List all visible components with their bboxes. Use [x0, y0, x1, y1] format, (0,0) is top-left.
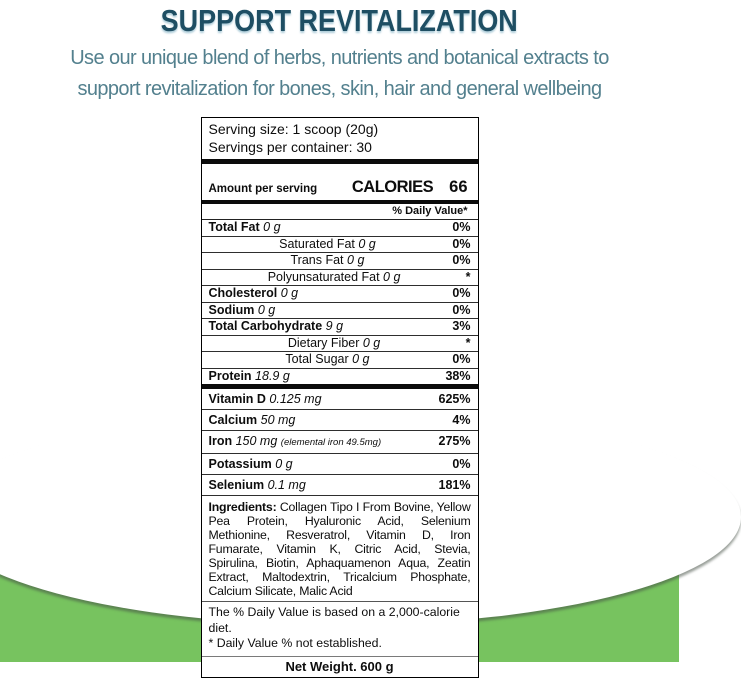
nutrient-name: Trans Fat	[290, 253, 344, 267]
serving-size-line: Serving size: 1 scoop (20g)	[208, 121, 379, 137]
daily-value-percent: 275%	[438, 434, 471, 448]
nutrient-amount: 0 g	[362, 335, 381, 350]
nutrient-amount: 0 g	[280, 286, 299, 300]
nutrient-name: Total Sugar	[285, 352, 349, 366]
calories-row	[202, 164, 478, 200]
footnote-section	[202, 601, 478, 656]
nutrient-name: Protein	[208, 368, 252, 383]
nutrient-amount: 9 g	[325, 319, 344, 333]
daily-value-percent: *	[465, 335, 471, 350]
nutrient-name: Total Fat	[208, 220, 260, 234]
nutrient-amount: 0 g	[263, 220, 281, 234]
nutrient-row	[202, 389, 478, 410]
nutrient-row	[202, 352, 478, 369]
nutrient-amount: 0 g	[383, 269, 401, 284]
nutrient-row	[202, 475, 478, 496]
serving-info	[202, 118, 478, 159]
nutrient-row	[202, 237, 478, 254]
nutrient-amount: 0.1 mg	[267, 478, 306, 492]
nutrient-amount: 150 mg	[235, 434, 278, 448]
ingredients-label: Ingredients:	[208, 500, 277, 514]
footnote-line: * Daily Value % not established.	[208, 636, 382, 650]
product-info-image	[0, 2, 679, 674]
footnote-line: The % Daily Value is based on a 2,000-calorie diet.	[208, 605, 460, 635]
nutrient-row	[202, 270, 478, 287]
nutrient-name: Saturated Fat	[279, 236, 355, 251]
nutrient-row	[202, 336, 478, 353]
calories-label: CALORIES	[351, 178, 434, 196]
calories-value: 66	[449, 178, 468, 196]
amount-per-serving-label: Amount per serving	[208, 183, 318, 195]
subtitle-line: Use our unique blend of herbs, nutrients and botanical extracts to	[70, 47, 609, 69]
nutrient-row	[202, 369, 478, 385]
nutrient-name: Cholesterol	[208, 286, 278, 300]
daily-value-percent: 0%	[452, 302, 471, 317]
nutrient-name: Selenium	[208, 478, 265, 492]
daily-value-percent: 0%	[452, 220, 471, 234]
nutrient-amount: 0.125 mg	[269, 392, 322, 406]
nutrient-row	[202, 431, 478, 454]
nutrient-row	[202, 220, 478, 237]
nutrient-amount: 0 g	[358, 236, 376, 251]
daily-value-percent: 38%	[445, 368, 471, 383]
daily-value-header: % Daily Value*	[202, 204, 478, 220]
nutrient-row	[202, 454, 478, 475]
nutrient-amount: 18.9 g	[255, 368, 290, 383]
iron-note: (elemental iron 49.5mg)	[280, 437, 382, 448]
daily-value-percent: 0%	[452, 236, 471, 251]
daily-value-percent: 0%	[452, 457, 471, 471]
nutrient-amount: 0 g	[257, 302, 276, 317]
nutrient-name: Iron	[208, 434, 233, 448]
nutrient-row	[202, 253, 478, 270]
nutrient-row	[202, 319, 478, 336]
nutrient-row	[202, 286, 478, 303]
nutrient-name: Polyunsaturated Fat	[267, 269, 380, 284]
daily-value-percent: 0%	[452, 352, 471, 366]
subtitle-line: support revitalization for bones, skin, hair and general wellbeing	[77, 78, 602, 100]
nutrient-name: Calcium	[208, 413, 258, 427]
nutrient-row	[202, 410, 478, 431]
ingredients-section	[202, 496, 478, 601]
page-subtitle	[0, 43, 679, 105]
daily-value-percent: 625%	[438, 392, 471, 406]
nutrient-name: Sodium	[208, 302, 255, 317]
nutrition-facts-panel	[201, 117, 479, 678]
daily-value-percent: 0%	[452, 253, 471, 267]
daily-value-percent: 4%	[452, 413, 471, 427]
nutrient-amount: 0 g	[347, 253, 365, 267]
page-title: SUPPORT REVITALIZATION	[160, 3, 519, 38]
servings-per-container-line: Servings per container: 30	[208, 139, 372, 155]
nutrient-name: Total Carbohydrate	[208, 319, 323, 333]
nutrient-amount: 50 mg	[260, 413, 296, 427]
net-weight-row: Net Weight. 600 g	[202, 656, 478, 677]
daily-value-percent: 0%	[452, 286, 471, 300]
nutrient-name: Dietary Fiber	[287, 335, 360, 350]
nutrient-row	[202, 303, 478, 320]
ingredients-text: Collagen Tipo I From Bovine, Yellow Pea Protein, Hyaluronic Acid, Selenium Methionine, Resveratrol, Vitamin D, Iron Fumarate, Vitamin K, Citric Acid, Stevia, Spirulina, Biotin, Aphaquamenon Aqua, Zeatin Extract, Maltodextrin, Tricalcium Phosphate, Calcium Silicate, Malic Acid	[208, 500, 471, 598]
nutrient-name: Potassium	[208, 457, 272, 471]
nutrient-amount: 0 g	[352, 352, 370, 366]
daily-value-percent: *	[465, 269, 471, 284]
daily-value-percent: 3%	[452, 319, 471, 333]
nutrient-name: Vitamin D	[208, 392, 266, 406]
nutrient-amount: 0 g	[275, 457, 293, 471]
daily-value-percent: 181%	[438, 478, 471, 492]
